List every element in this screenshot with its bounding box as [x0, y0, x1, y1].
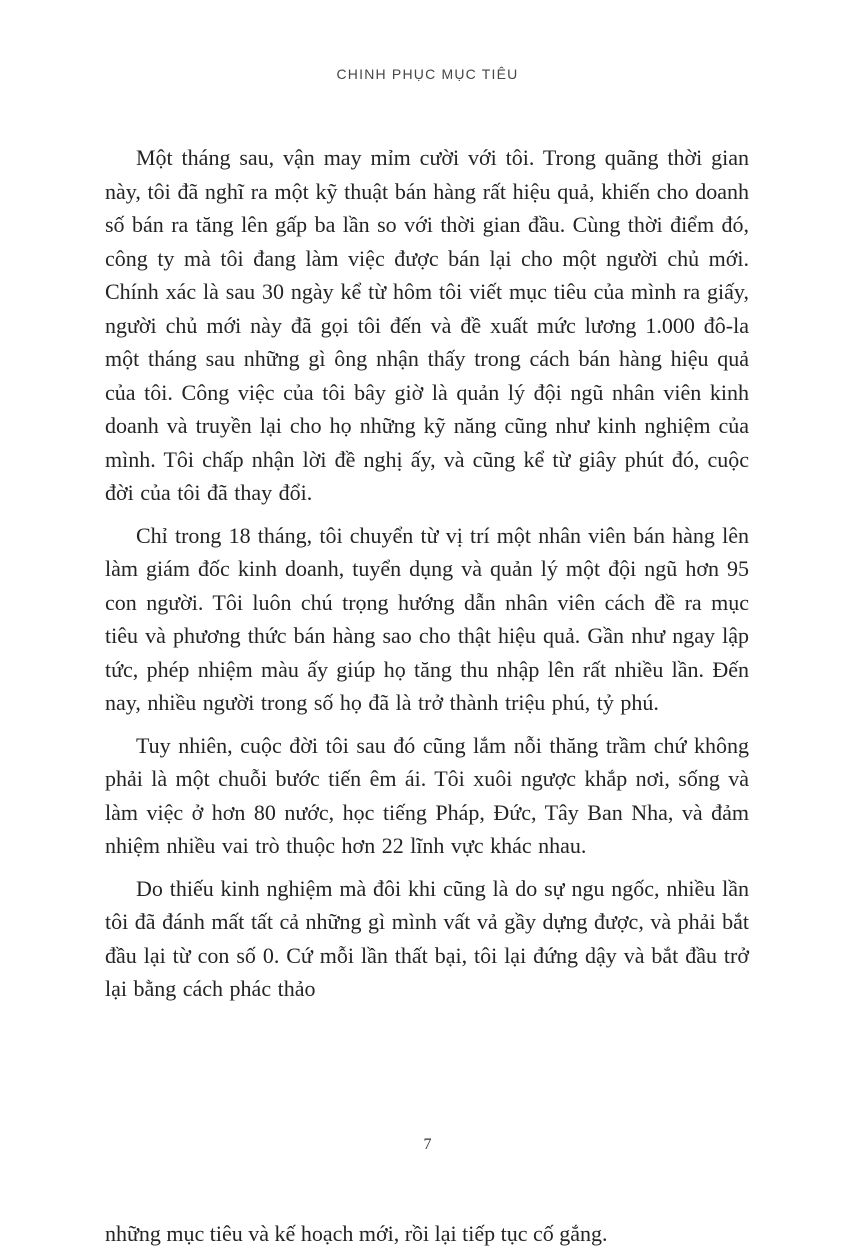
page-number: 7: [423, 1136, 432, 1153]
running-header: CHINH PHỤC MỤC TIÊU: [336, 66, 519, 82]
next-page-partial-text-line: những mục tiêu và kế hoạch mới, rồi lại tiếp tục cố gắng.: [105, 1221, 608, 1246]
paragraph-2: Chỉ trong 18 tháng, tôi chuyển từ vị trí một nhân viên bán hàng lên làm giám đốc kinh doanh, tuyển dụng và quản lý một đội ngũ hơn 95 con người. Tôi luôn chú trọng hướng dẫn nhân viên cách đề ra mục tiêu và phương thức bán hàng sao cho thật hiệu quả. Gần như ngay lập tức, phép nhiệm màu ấy giúp họ tăng thu nhập lên rất nhiều lần. Đến nay, nhiều người trong số họ đã là trở thành triệu phú, tỷ phú.: [105, 522, 749, 715]
paragraph-1: Một tháng sau, vận may mỉm cười với tôi. Trong quãng thời gian này, tôi đã nghĩ ra một kỹ thuật bán hàng rất hiệu quả, khiến cho doanh số bán ra tăng lên gấp ba lần so với thời gian đầu. Cùng thời điểm đó, công ty mà tôi đang làm việc được bán lại cho một người chủ mới. Chính xác là sau 30 ngày kể từ hôm tôi viết mục tiêu của mình ra giấy, người chủ mới này đã gọi tôi đến và đề xuất mức lương 1.000 đô-la một tháng sau những gì ông nhận thấy trong cách bán hàng hiệu quả của tôi. Công việc của tôi bây giờ là quản lý đội ngũ nhân viên kinh doanh và truyền lại cho họ những kỹ năng cũng như kinh nghiệm của mình. Tôi chấp nhận lời đề nghị ấy, và cũng kể từ giây phút đó, cuộc đời của tôi đã thay đổi.: [105, 145, 749, 505]
paragraph-4: Do thiếu kinh nghiệm mà đôi khi cũng là do sự ngu ngốc, nhiều lần tôi đã đánh mất tất cả những gì mình vất vả gầy dựng được, và phải bắt đầu lại từ con số 0. Cứ mỗi lần thất bại, tôi lại đứng dậy và bắt đầu trở lại bằng cách phác thảo: [105, 875, 749, 1001]
paragraph-3: Tuy nhiên, cuộc đời tôi sau đó cũng lắm nỗi thăng trầm chứ không phải là một chuỗi bước tiến êm ái. Tôi xuôi ngược khắp nơi, sống và làm việc ở hơn 80 nước, học tiếng Pháp, Đức, Tây Ban Nha, và đảm nhiệm nhiều vai trò thuộc hơn 22 lĩnh vực khác nhau.: [105, 732, 749, 858]
body-text: [105, 141, 749, 1015]
